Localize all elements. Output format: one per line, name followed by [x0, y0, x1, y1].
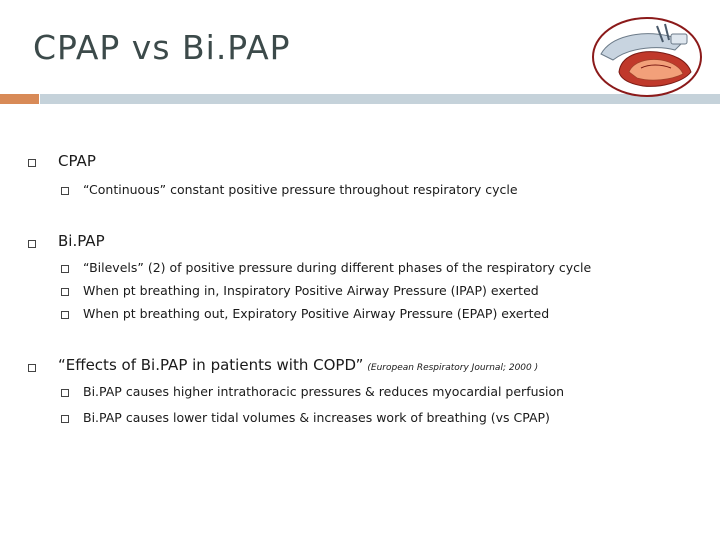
sub-bullet-bipap-2: When pt breathing in, Inspiratory Positive Airway Pressure (IPAP) exerted — [83, 283, 539, 298]
bullet-effects-study — [58, 356, 538, 374]
title-accent-bar — [0, 94, 39, 104]
sub-bullet-effects-2: Bi.PAP causes lower tidal volumes & increases work of breathing (vs CPAP) — [83, 410, 550, 425]
bullet-square-icon — [28, 364, 36, 372]
airway-illustration — [591, 16, 703, 98]
study-citation: (European Respiratory Journal; 2000 ) — [367, 363, 539, 373]
slide-title: CPAP vs Bi.PAP — [33, 28, 291, 67]
bullet-cpap: CPAP — [58, 152, 96, 170]
sub-bullet-square-icon — [61, 265, 69, 273]
sub-bullet-square-icon — [61, 288, 69, 296]
sub-bullet-square-icon — [61, 187, 69, 195]
bullet-bipap: Bi.PAP — [58, 232, 105, 250]
sub-bullet-bipap-1: “Bilevels” (2) of positive pressure during different phases of the respiratory cycle — [83, 260, 592, 275]
sub-bullet-cpap-1: “Continuous” constant positive pressure throughout respiratory cycle — [83, 182, 518, 197]
sub-bullet-square-icon — [61, 415, 69, 423]
sub-bullet-square-icon — [61, 389, 69, 397]
sub-bullet-bipap-3: When pt breathing out, Expiratory Positive Airway Pressure (EPAP) exerted — [83, 306, 550, 321]
bullet-square-icon — [28, 159, 36, 167]
bullet-square-icon — [28, 240, 36, 248]
study-title: “Effects of Bi.PAP in patients with COPD” — [58, 356, 364, 374]
sub-bullet-square-icon — [61, 311, 69, 319]
sub-bullet-effects-1: Bi.PAP causes higher intrathoracic pressures & reduces myocardial perfusion — [83, 384, 565, 399]
